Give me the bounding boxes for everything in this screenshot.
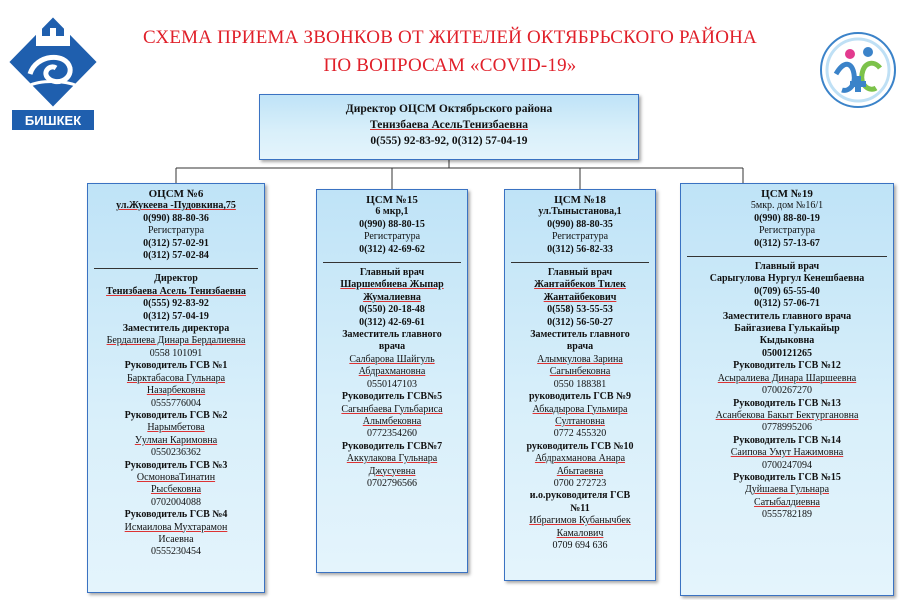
contact-line: Руководитель ГСВ №14 [733,434,841,446]
contact-line: руководитель ГСВ №10 [526,440,634,452]
contact-line: 0(990) 88-80-15 [359,218,425,230]
contact-line: Регистратура [147,225,205,237]
contact-line: ул.Тыныстанова,1 [538,206,622,218]
contact-line: Абкадырова Гульмира [532,403,628,415]
contact-line: 5мкр. дом №16/1 [750,200,824,212]
contact-line: 0550147103 [367,378,417,390]
logo-caption: БИШКЕК [24,113,82,128]
contact-line: Руководитель ГСВ №12 [733,360,841,372]
contact-line: 0(990) 88-80-19 [754,212,820,224]
csm-18-box [504,189,656,581]
contact-line: 0555230454 [151,546,201,558]
contact-line: 0500121265 [762,347,812,359]
contact-line: 0778995206 [762,422,812,434]
contact-line: 0555776004 [151,397,201,409]
director-name: Тенизбаева АсельТенизбаевна [370,119,528,131]
contact-line: ЦСМ №15 [366,194,418,206]
contact-line: Регистратура [758,225,816,237]
contact-line: 0702796566 [367,477,417,489]
contact-line: 0(990) 88-80-35 [547,218,613,230]
contact-line: Жантайбеков Тилек [534,279,626,291]
contact-line: 0555782189 [762,509,812,521]
contact-line: Нарымбетова [147,422,205,434]
contact-line: 0(312) 42-69-62 [359,243,425,255]
contact-line: Жантайбекович [543,291,617,303]
contact-line: Главный врач [754,261,820,273]
contact-line: 0550236362 [151,447,201,459]
contact-line: Алымкулова Зарина [537,353,623,365]
contact-line: Рысбековна [150,484,202,496]
director-phones: 0(555) 92-83-92, 0(312) 57-04-19 [370,135,528,147]
contact-line: Салбарова Шайгуль [349,353,435,365]
contact-line: Саипова Умут Нажимовна [730,447,844,459]
contact-line: ОсмоноваТинатин [136,471,216,483]
contact-line: врача [378,341,406,353]
contact-line: Руководитель ГСВ №4 [124,509,228,521]
contact-line: 0(709) 65-55-40 [754,285,820,297]
page-title [100,24,800,80]
contact-line: Ибрагимов Кубанычбек [529,515,631,527]
contact-line: ЦСМ №18 [554,194,606,206]
contact-line: Аккулакова Гульнара [346,453,438,465]
contact-line: 0(312) 57-04-19 [143,310,209,322]
contact-line: и.о.руководителя ГСВ [529,490,631,502]
contact-line: 0(312) 56-82-33 [547,243,613,255]
contact-line: Кыдыковна [759,335,815,347]
contact-line: Заместитель главного врача [722,310,852,322]
contact-line: Сарыгулова Нургул Кенешбаевна [709,273,865,285]
contact-line: 0702004088 [151,496,201,508]
separator-line [511,262,649,263]
contact-line: Заместитель директора [122,323,230,335]
contact-line: 0550 188381 [553,378,607,390]
contact-line: Главный врач [359,267,425,279]
title-line-1: СХЕМА ПРИЕМА ЗВОНКОВ ОТ ЖИТЕЛЕЙ ОКТЯБРЬСКОГО РАЙОНА [143,27,757,48]
contact-line: 0(555) 92-83-92 [143,298,209,310]
contact-line: Сатыбалдиевна [754,496,820,508]
contact-line: 0709 694 636 [552,539,608,551]
contact-line: 0772354260 [367,428,417,440]
contact-line: Абытаевна [556,465,604,477]
separator-line [94,268,258,269]
contact-line: Абдрахмановна [358,366,426,378]
contact-line: ул.Жукеева -Пудовкина,75 [116,200,236,212]
contact-line: Исаевна [158,533,194,545]
contact-line: Заместитель главного [342,329,442,341]
contact-line: Руководитель ГСВ №1 [124,360,228,372]
contact-line: 0(550) 20-18-48 [359,304,425,316]
contact-line: врача [566,341,594,353]
contact-line: 0700247094 [762,459,812,471]
contact-line: Абдрахманова Анара [534,453,626,465]
contact-line: 0700 272723 [553,477,607,489]
contact-line: Регистратура [363,231,421,243]
contact-line: Назарбековна [146,385,206,397]
contact-line: Руководитель ГСВ №3 [124,459,228,471]
contact-line: Алымбековна [362,415,422,427]
director-box [259,94,639,160]
contact-line: Асанбекова Бакыт Бектургановна [715,409,859,421]
contact-line: Исмаилова Мухтарамон [124,521,228,533]
contact-line: 0(312) 57-06-71 [754,298,820,310]
contact-line: Жумалиевна [363,291,421,303]
contact-line: №11 [570,502,590,514]
contact-line: Руководитель ГСВ №13 [733,397,841,409]
contact-line: Руководитель ГСВ №2 [124,409,228,421]
contact-line: 0(312) 56-50-27 [547,316,613,328]
contact-line: Главный врач [547,267,613,279]
contact-line: 0(312) 57-02-91 [143,237,209,249]
director-title: Директор ОЦСМ Октябрьского района [345,103,553,115]
contact-line: 0(312) 57-13-67 [754,237,820,249]
contact-line: руководитель ГСВ №9 [528,391,632,403]
contact-line: ОЦСМ №6 [148,188,204,200]
contact-line: Байгазиева Гулькайыр [734,323,840,335]
contact-line: 0772 455320 [553,428,607,440]
contact-line: Шаршембиева Жыпар [340,279,444,291]
contact-line: Султановна [555,415,605,427]
contact-line: Руководитель ГСВ №15 [733,471,841,483]
contact-line: Асыралиева Динара Шаршеевна [717,372,857,384]
csm-15-box [316,189,468,573]
contact-line: Руководитель ГСВ№7 [341,440,443,452]
contact-line: Джусуевна [368,465,416,477]
contact-line: 0(312) 57-02-84 [143,250,209,262]
contact-line: 0(312) 42-69-61 [359,316,425,328]
contact-line: Директор [154,273,198,285]
separator-line [323,262,461,263]
contact-line: 6 мкр,1 [375,206,409,218]
contact-line: 0(558) 53-55-53 [547,304,613,316]
contact-line: Барктабасова Гульнара [126,372,226,384]
bishkek-logo [6,14,100,134]
medical-logo [818,30,898,110]
contact-line: ЦСМ №19 [761,188,813,200]
contact-line: Регистратура [551,231,609,243]
contact-line: Руководитель ГСВ№5 [341,391,443,403]
contact-line: Уулман Каримовна [134,434,218,446]
contact-line: Дуйшаева Гульнара [744,484,830,496]
csm-19-box [680,183,894,596]
contact-line: Бердалиева Динара Бердалиевна [106,335,246,347]
contact-line: 0700267270 [762,385,812,397]
contact-line: Камалович [556,527,604,539]
ocsm-6-box [87,183,265,593]
contact-line: 0(990) 88-80-36 [143,212,209,224]
contact-line: Тенизбаева Асель Тенизбаевна [106,285,246,297]
contact-line: 0558 101091 [149,347,203,359]
contact-line: Сагынбаева Гульбариса [341,403,443,415]
title-line-2: ПО ВОПРОСАМ «COVID-19» [323,55,577,76]
separator-line [687,256,887,257]
contact-line: Сагынбековна [549,366,611,378]
contact-line: Заместитель главного [530,329,630,341]
